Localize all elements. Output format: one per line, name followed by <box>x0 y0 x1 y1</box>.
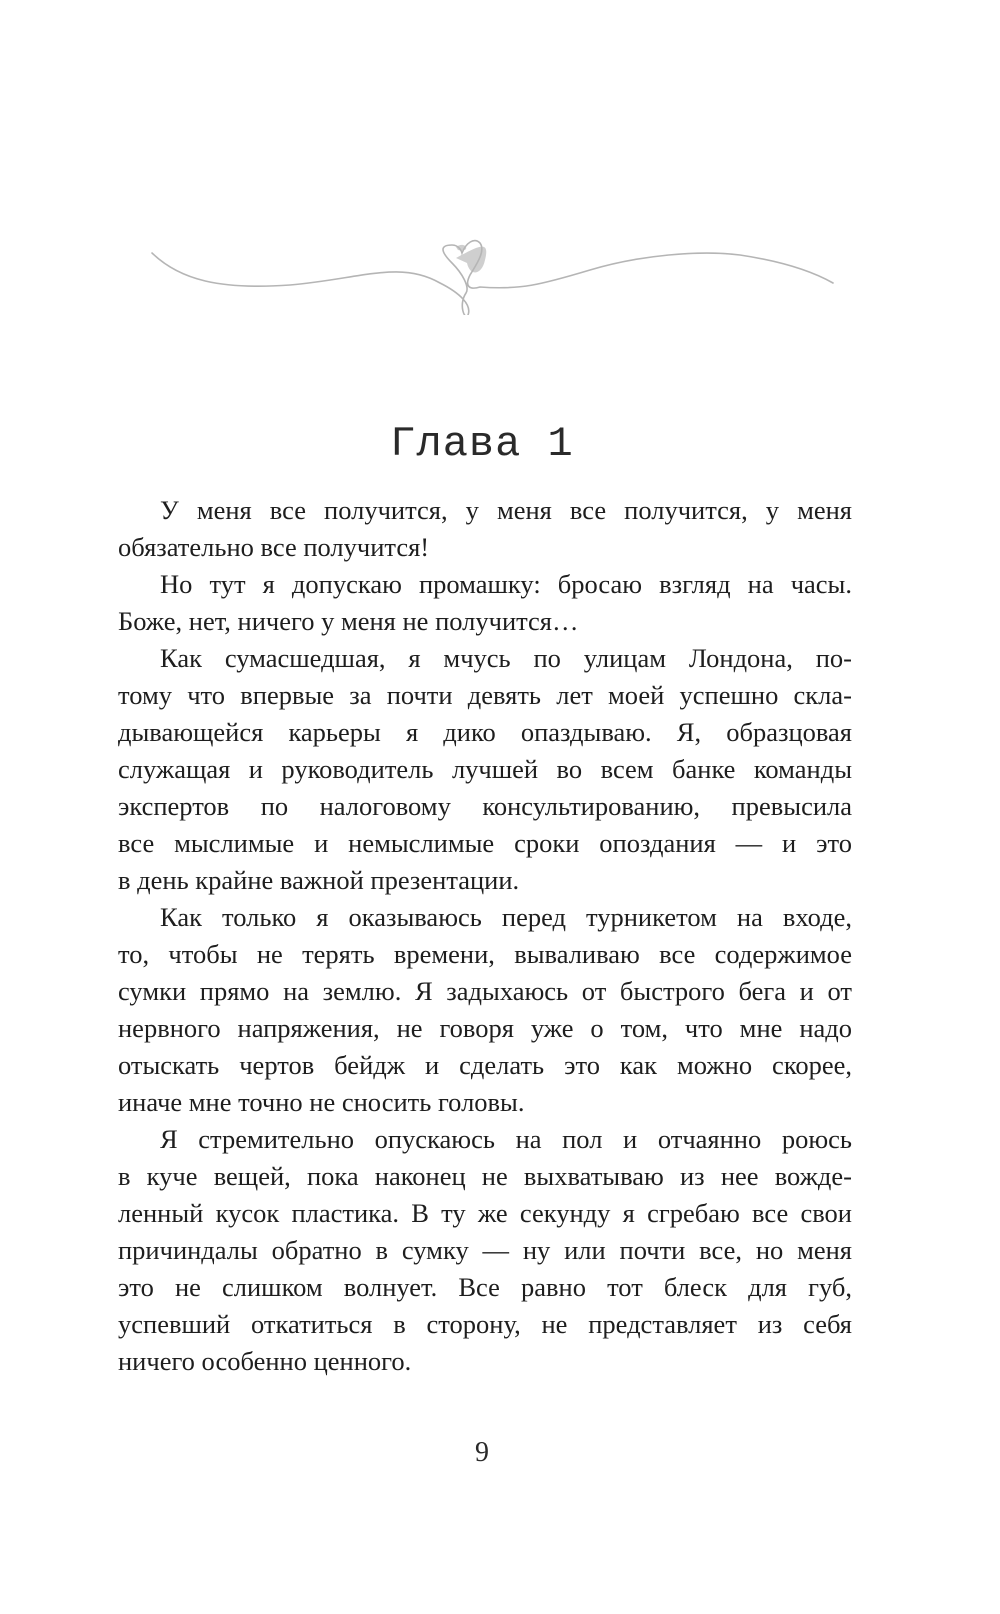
text-line: служащая и руководитель лучшей во всем банке команды <box>118 754 852 784</box>
text-line: Но тут я допускаю промашку: бросаю взгляд на часы. <box>160 569 852 599</box>
text-line: в день крайне важной презентации. <box>118 865 520 895</box>
text-line: Как сумасшедшая, я мчусь по улицам Лондона, по- <box>160 643 852 673</box>
text-line: дывающейся карьеры я дико опаздываю. Я, образцовая <box>118 717 852 747</box>
text-line: Я стремительно опускаюсь на пол и отчаянно роюсь <box>160 1124 852 1154</box>
text-line: это не слишком волнует. Все равно тот блеск для губ, <box>118 1272 852 1302</box>
text-line: обязательно все получится! <box>118 532 430 562</box>
text-line: успевший откатиться в сторону, не представляет из себя <box>118 1309 852 1339</box>
text-line: Как только я оказываюсь перед турникетом на входе, <box>160 902 852 932</box>
text-line: в куче вещей, пока наконец не выхватываю из нее вожде- <box>118 1161 852 1191</box>
text-line: ничего особенно ценного. <box>118 1346 412 1376</box>
text-line: Боже, нет, ничего у меня не получится… <box>118 606 579 636</box>
text-line: причиндалы обратно в сумку — ну или почти все, но меня <box>118 1235 852 1265</box>
text-line: нервного напряжения, не говоря уже о том, что мне надо <box>118 1013 852 1043</box>
page-number: 9 <box>475 1437 489 1468</box>
text-line: иначе мне точно не сносить головы. <box>118 1087 525 1117</box>
text-line: тому что впервые за почти девять лет моей успешно скла- <box>118 680 852 710</box>
text-line: ленный кусок пластика. В ту же секунду я сгребаю все свои <box>118 1198 852 1228</box>
text-line: сумки прямо на землю. Я задыхаюсь от быстрого бега и от <box>118 976 852 1006</box>
chapter-body <box>118 492 852 1380</box>
text-line: отыскать чертов бейдж и сделать это как можно скорее, <box>118 1050 852 1080</box>
text-line: то, чтобы не терять времени, вываливаю все содержимое <box>118 939 852 969</box>
text-line: все мыслимые и немыслимые сроки опоздания — и это <box>118 828 852 858</box>
chapter-title: Глава 1 <box>390 420 574 469</box>
text-line: У меня все получится, у меня все получится, у меня <box>160 495 852 525</box>
text-line: экспертов по налоговому консультированию, превысила <box>118 791 852 821</box>
heart-divider-icon <box>140 215 840 315</box>
